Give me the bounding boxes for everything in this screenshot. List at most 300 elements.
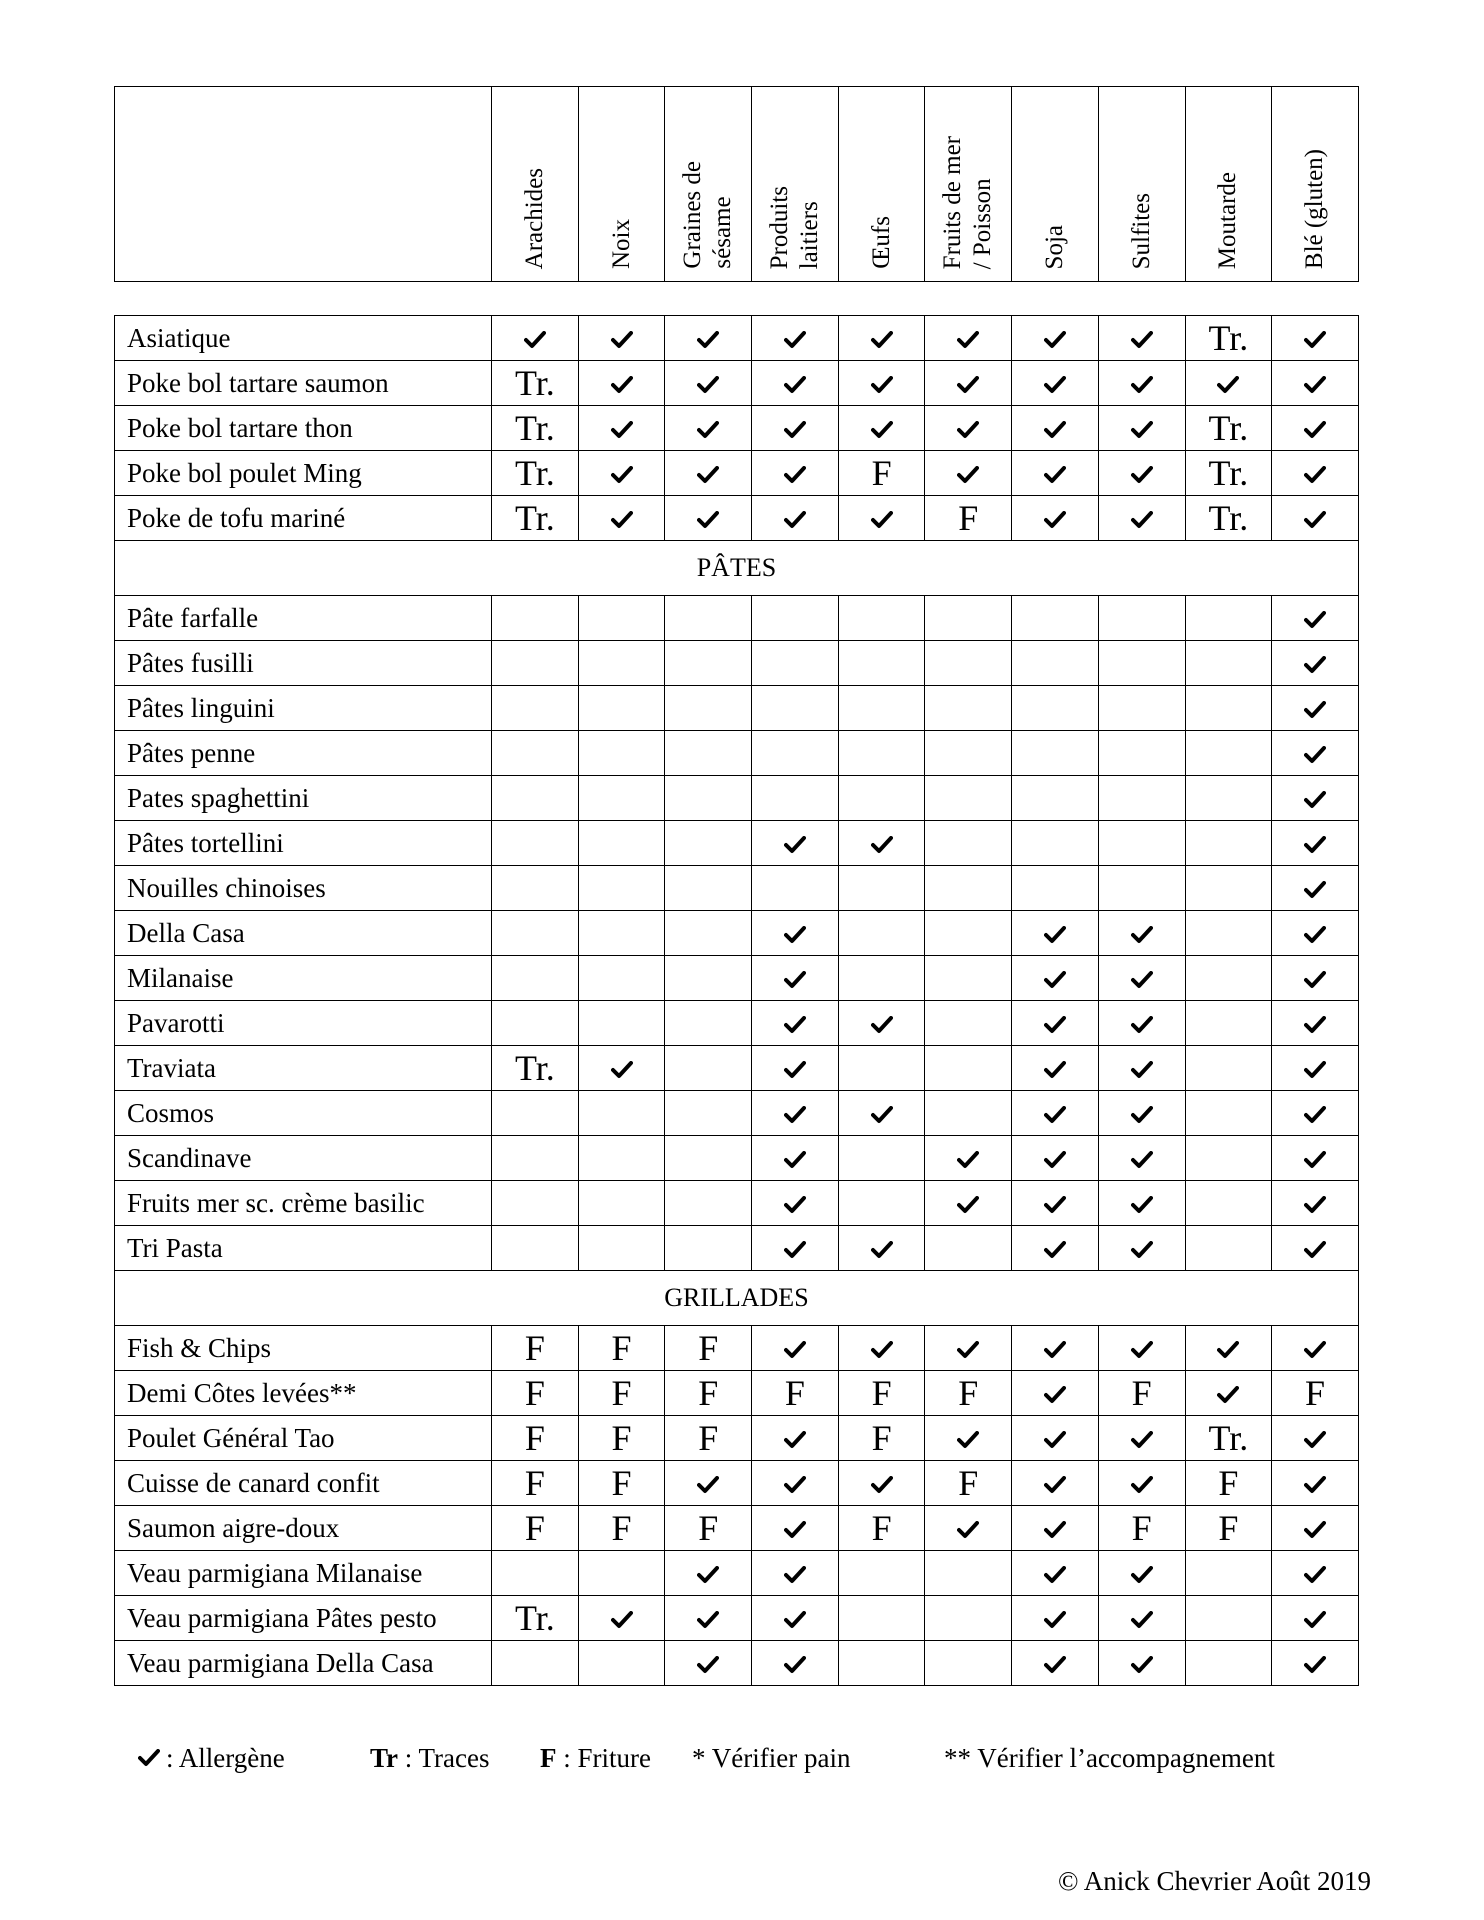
- allergen-cell: [1272, 1506, 1359, 1551]
- legend-traces-key: Tr: [370, 1742, 398, 1773]
- traces-mark: Tr.: [514, 363, 555, 403]
- traces-mark: Tr.: [514, 1048, 555, 1088]
- allergen-cell: [1012, 911, 1099, 956]
- allergen-cell: [1185, 776, 1272, 821]
- allergen-cell: [752, 1181, 839, 1226]
- table-row: [115, 361, 1359, 406]
- allergen-cell: [665, 316, 752, 361]
- allergen-cell: [1272, 1226, 1359, 1271]
- check-icon: [1044, 1656, 1066, 1674]
- table-row: [115, 1136, 1359, 1181]
- allergen-cell: [752, 1506, 839, 1551]
- table-row: [115, 821, 1359, 866]
- traces-mark: Tr.: [1208, 408, 1249, 448]
- friture-mark: F: [871, 1418, 892, 1458]
- allergen-cell: [1012, 1416, 1099, 1461]
- check-icon: [697, 1611, 719, 1629]
- allergen-cell: [492, 1091, 579, 1136]
- check-icon: [697, 511, 719, 529]
- allergen-cell: [1185, 641, 1272, 686]
- allergen-cell: [1185, 1326, 1272, 1371]
- check-icon: [1304, 746, 1326, 764]
- dish-name: Cosmos: [115, 1091, 492, 1136]
- check-icon: [1304, 1566, 1326, 1584]
- allergen-cell: [1272, 1596, 1359, 1641]
- allergen-cell: [665, 821, 752, 866]
- check-icon: [1131, 1431, 1153, 1449]
- allergen-cell: [1185, 1596, 1272, 1641]
- check-icon: [1217, 1341, 1239, 1359]
- allergen-cell: [1272, 686, 1359, 731]
- allergen-cell: [665, 1091, 752, 1136]
- check-icon: [784, 331, 806, 349]
- allergen-cell: [752, 596, 839, 641]
- allergen-cell: [838, 1461, 925, 1506]
- check-icon: [871, 421, 893, 439]
- check-icon: [871, 1241, 893, 1259]
- allergen-cell: [1012, 821, 1099, 866]
- allergen-cell: [578, 1326, 665, 1371]
- allergen-cell: [492, 1596, 579, 1641]
- check-icon: [611, 1611, 633, 1629]
- check-icon: [784, 1151, 806, 1169]
- allergen-cell: [1185, 731, 1272, 776]
- allergen-cell: [925, 1226, 1012, 1271]
- allergen-cell: [838, 451, 925, 496]
- check-icon: [957, 376, 979, 394]
- check-icon: [697, 421, 719, 439]
- check-icon: [1304, 701, 1326, 719]
- check-icon: [871, 836, 893, 854]
- allergen-cell: [492, 1551, 579, 1596]
- legend-traces: [370, 1743, 490, 1774]
- table-row: [115, 1001, 1359, 1046]
- allergen-cell: [838, 1596, 925, 1641]
- table-row: [115, 641, 1359, 686]
- allergen-cell: [752, 1136, 839, 1181]
- check-icon: [1304, 791, 1326, 809]
- copyright-notice: © Anick Chevrier Août 2019: [1058, 1866, 1371, 1896]
- allergen-cell: [665, 1416, 752, 1461]
- allergen-cell: [838, 956, 925, 1001]
- allergen-cell: [578, 1136, 665, 1181]
- table-row: [115, 911, 1359, 956]
- dish-name: Pates spaghettini: [115, 776, 492, 821]
- check-icon: [784, 971, 806, 989]
- allergen-cell: [1185, 316, 1272, 361]
- check-icon: [871, 1106, 893, 1124]
- check-icon: [611, 466, 633, 484]
- check-icon: [784, 1521, 806, 1539]
- allergen-cell: [925, 956, 1012, 1001]
- check-icon: [784, 1431, 806, 1449]
- dish-name: Demi Côtes levées**: [115, 1371, 492, 1416]
- allergen-cell: [578, 776, 665, 821]
- allergen-cell: [1098, 496, 1185, 541]
- allergen-cell: [578, 1551, 665, 1596]
- allergen-cell: [752, 821, 839, 866]
- allergen-cell: [1272, 641, 1359, 686]
- dish-name: Veau parmigiana Pâtes pesto: [115, 1596, 492, 1641]
- check-icon: [1131, 1476, 1153, 1494]
- allergen-cell: [1012, 956, 1099, 1001]
- allergen-cell: [1098, 316, 1185, 361]
- allergen-cell: [838, 776, 925, 821]
- check-icon: [1304, 1106, 1326, 1124]
- check-icon: [957, 1431, 979, 1449]
- friture-mark: F: [611, 1508, 632, 1548]
- allergen-cell: [1272, 451, 1359, 496]
- check-icon: [1131, 466, 1153, 484]
- allergen-cell: [925, 821, 1012, 866]
- allergen-cell: [1272, 866, 1359, 911]
- table-row: [115, 451, 1359, 496]
- allergen-cell: [838, 1046, 925, 1091]
- check-icon: [1131, 331, 1153, 349]
- allergen-cell: [925, 776, 1012, 821]
- allergen-cell: [838, 1001, 925, 1046]
- check-icon: [1304, 611, 1326, 629]
- allergen-cell: [1098, 1001, 1185, 1046]
- allergen-cell: [1185, 686, 1272, 731]
- allergen-cell: [1098, 1641, 1185, 1686]
- allergen-cell: [578, 686, 665, 731]
- check-icon: [871, 511, 893, 529]
- dish-name: Traviata: [115, 1046, 492, 1091]
- allergen-cell: [492, 596, 579, 641]
- allergen-cell: [925, 731, 1012, 776]
- allergen-cell: [1098, 596, 1185, 641]
- allergen-cell: [665, 1326, 752, 1371]
- allergen-cell: [1185, 956, 1272, 1001]
- allergen-cell: [1272, 361, 1359, 406]
- allergen-cell: [578, 1046, 665, 1091]
- allergen-cell: [752, 686, 839, 731]
- allergen-cell: [1012, 1596, 1099, 1641]
- allergen-cell: [752, 496, 839, 541]
- allergen-cell: [838, 821, 925, 866]
- dish-name: Poke bol poulet Ming: [115, 451, 492, 496]
- friture-mark: F: [1305, 1373, 1326, 1413]
- dish-name: Veau parmigiana Della Casa: [115, 1641, 492, 1686]
- dish-name: Poke bol tartare saumon: [115, 361, 492, 406]
- allergen-cell: [1272, 1181, 1359, 1226]
- check-icon: [1304, 1611, 1326, 1629]
- allergen-cell: [925, 1371, 1012, 1416]
- section-header-row: [115, 1271, 1359, 1326]
- allergen-cell: [838, 1136, 925, 1181]
- allergen-cell: [1272, 956, 1359, 1001]
- allergen-cell: [838, 686, 925, 731]
- check-icon: [1131, 376, 1153, 394]
- check-icon: [1044, 376, 1066, 394]
- allergen-cell: [752, 1551, 839, 1596]
- check-icon: [784, 511, 806, 529]
- check-icon: [784, 926, 806, 944]
- column-header: [492, 87, 579, 282]
- dish-name: Pâtes tortellini: [115, 821, 492, 866]
- allergen-cell: [838, 641, 925, 686]
- allergen-cell: [752, 1641, 839, 1686]
- check-icon: [697, 1566, 719, 1584]
- friture-mark: F: [1131, 1508, 1152, 1548]
- check-icon: [1304, 331, 1326, 349]
- table-row: [115, 686, 1359, 731]
- allergen-cell: [1012, 1506, 1099, 1551]
- allergen-cell: [1185, 361, 1272, 406]
- allergen-cell: [925, 641, 1012, 686]
- allergen-cell: [1185, 1181, 1272, 1226]
- allergen-cell: [665, 596, 752, 641]
- allergen-cell: [492, 316, 579, 361]
- check-icon: [1304, 1656, 1326, 1674]
- check-icon: [1044, 1611, 1066, 1629]
- allergen-cell: [1098, 1136, 1185, 1181]
- check-icon: [1044, 1241, 1066, 1259]
- check-icon: [697, 331, 719, 349]
- allergen-cell: [1012, 1136, 1099, 1181]
- allergen-cell: [1098, 406, 1185, 451]
- allergen-cell: [665, 1001, 752, 1046]
- allergen-cell: [1012, 866, 1099, 911]
- check-icon: [1044, 511, 1066, 529]
- check-icon: [784, 1196, 806, 1214]
- allergen-cell: [1098, 1326, 1185, 1371]
- allergen-cell: [1012, 1046, 1099, 1091]
- column-header: [925, 87, 1012, 282]
- dish-name: Asiatique: [115, 316, 492, 361]
- check-icon: [784, 1476, 806, 1494]
- allergen-cell: [925, 1001, 1012, 1046]
- dish-name: Pâtes penne: [115, 731, 492, 776]
- allergen-cell: [925, 1596, 1012, 1641]
- allergen-cell: [665, 1596, 752, 1641]
- allergen-cell: [925, 1461, 1012, 1506]
- allergen-cell: [578, 361, 665, 406]
- friture-mark: F: [524, 1328, 545, 1368]
- check-icon: [1044, 421, 1066, 439]
- column-header: [1272, 87, 1359, 282]
- allergen-cell: [1185, 1371, 1272, 1416]
- column-header-label: Blé (gluten): [1301, 148, 1329, 269]
- table-row: [115, 1416, 1359, 1461]
- friture-mark: F: [524, 1508, 545, 1548]
- allergen-cell: [1012, 1551, 1099, 1596]
- allergen-cell: [838, 1641, 925, 1686]
- traces-mark: Tr.: [1208, 1418, 1249, 1458]
- allergen-cell: [578, 451, 665, 496]
- column-header: [1098, 87, 1185, 282]
- friture-mark: F: [611, 1418, 632, 1458]
- allergen-cell: [1098, 731, 1185, 776]
- allergen-cell: [1012, 406, 1099, 451]
- allergen-cell: [578, 1091, 665, 1136]
- allergen-cell: [838, 731, 925, 776]
- check-icon: [784, 376, 806, 394]
- allergen-cell: [578, 1641, 665, 1686]
- allergen-cell: [1098, 1416, 1185, 1461]
- check-icon: [1044, 466, 1066, 484]
- check-icon: [1304, 1016, 1326, 1034]
- allergen-cell: [1098, 1551, 1185, 1596]
- allergen-cell: [578, 731, 665, 776]
- allergen-cell: [1272, 496, 1359, 541]
- table-row: [115, 1641, 1359, 1686]
- table-row: [115, 496, 1359, 541]
- check-icon: [1217, 1386, 1239, 1404]
- check-icon: [871, 1476, 893, 1494]
- allergen-cell: [1185, 1416, 1272, 1461]
- check-icon: [1131, 421, 1153, 439]
- check-icon: [1131, 1061, 1153, 1079]
- check-icon: [871, 331, 893, 349]
- allergen-cell: [925, 1506, 1012, 1551]
- allergen-cell: [925, 361, 1012, 406]
- allergen-cell: [1272, 731, 1359, 776]
- header-blank-cell: [115, 87, 492, 282]
- allergen-cell: [665, 1641, 752, 1686]
- allergen-cell: [1272, 1136, 1359, 1181]
- dish-name: Veau parmigiana Milanaise: [115, 1551, 492, 1596]
- allergen-cell: [1012, 1181, 1099, 1226]
- check-icon: [957, 1341, 979, 1359]
- allergen-cell: [1272, 316, 1359, 361]
- allergen-cell: [578, 1226, 665, 1271]
- allergen-cell: [1185, 821, 1272, 866]
- allergen-cell: [1012, 776, 1099, 821]
- allergen-cell: [925, 406, 1012, 451]
- legend-friture-label: : Friture: [556, 1742, 651, 1773]
- check-icon: [1304, 421, 1326, 439]
- friture-mark: F: [1218, 1508, 1239, 1548]
- allergen-cell: [578, 406, 665, 451]
- allergen-cell: [1012, 1001, 1099, 1046]
- check-icon: [524, 331, 546, 349]
- allergen-cell: [925, 1551, 1012, 1596]
- allergen-cell: [752, 1371, 839, 1416]
- traces-mark: Tr.: [514, 408, 555, 448]
- allergen-cell: [492, 496, 579, 541]
- allergen-cell: [752, 956, 839, 1001]
- allergen-cell: [1185, 1136, 1272, 1181]
- allergen-cell: [1098, 451, 1185, 496]
- allergen-cell: [492, 731, 579, 776]
- allergen-cell: [578, 1371, 665, 1416]
- allergen-cell: [665, 956, 752, 1001]
- allergen-cell: [492, 1371, 579, 1416]
- allergen-cell: [1272, 596, 1359, 641]
- check-icon: [1044, 1341, 1066, 1359]
- allergen-cell: [492, 1226, 579, 1271]
- friture-mark: F: [611, 1373, 632, 1413]
- check-icon: [1304, 656, 1326, 674]
- check-icon: [1044, 1476, 1066, 1494]
- check-icon: [1131, 1566, 1153, 1584]
- friture-mark: F: [1131, 1373, 1152, 1413]
- allergen-cell: [492, 821, 579, 866]
- check-icon: [1304, 881, 1326, 899]
- allergen-cell: [1012, 1226, 1099, 1271]
- check-icon: [784, 1656, 806, 1674]
- check-icon: [1304, 1151, 1326, 1169]
- allergen-cell: [1185, 1226, 1272, 1271]
- check-icon: [871, 1341, 893, 1359]
- allergen-cell: [1272, 1326, 1359, 1371]
- allergen-cell: [752, 1001, 839, 1046]
- allergen-cell: [1185, 1046, 1272, 1091]
- friture-mark: F: [698, 1373, 719, 1413]
- allergen-cell: [1185, 1641, 1272, 1686]
- allergen-cell: [578, 1181, 665, 1226]
- allergen-cell: [1272, 1641, 1359, 1686]
- allergen-cell: [1098, 641, 1185, 686]
- allergen-cell: [752, 641, 839, 686]
- column-header-label: Moutarde: [1214, 171, 1242, 269]
- allergen-cell: [1272, 776, 1359, 821]
- section-title: PÂTES: [115, 541, 1359, 596]
- allergen-cell: [838, 1416, 925, 1461]
- allergen-cell: [752, 866, 839, 911]
- allergen-cell: [1012, 1641, 1099, 1686]
- allergen-cell: [492, 1001, 579, 1046]
- check-icon: [1304, 1521, 1326, 1539]
- allergen-cell: [1185, 1001, 1272, 1046]
- allergen-cell: [1272, 1416, 1359, 1461]
- allergen-cell: [578, 1001, 665, 1046]
- check-icon: [784, 1341, 806, 1359]
- traces-mark: Tr.: [514, 1598, 555, 1638]
- check-icon: [1044, 1106, 1066, 1124]
- check-icon: [784, 1106, 806, 1124]
- check-icon: [1304, 511, 1326, 529]
- traces-mark: Tr.: [1208, 318, 1249, 358]
- allergen-cell: [578, 496, 665, 541]
- check-icon: [784, 1566, 806, 1584]
- allergen-cell: [925, 451, 1012, 496]
- allergen-cell: [1012, 316, 1099, 361]
- check-icon: [1044, 1566, 1066, 1584]
- friture-mark: F: [1218, 1463, 1239, 1503]
- check-icon: [957, 1521, 979, 1539]
- check-icon: [1304, 836, 1326, 854]
- allergen-cell: [1272, 1046, 1359, 1091]
- allergen-cell: [665, 1226, 752, 1271]
- check-icon: [784, 421, 806, 439]
- table-row: [115, 1226, 1359, 1271]
- allergen-cell: [838, 496, 925, 541]
- allergen-cell: [492, 1416, 579, 1461]
- allergen-cell: [838, 361, 925, 406]
- column-header-label: Arachides: [520, 167, 548, 269]
- allergen-cell: [925, 1181, 1012, 1226]
- check-icon: [1044, 1196, 1066, 1214]
- allergen-cell: [492, 641, 579, 686]
- allergen-cell: [492, 866, 579, 911]
- column-header-label: Produits laitiers: [765, 185, 823, 269]
- allergen-cell: [492, 1641, 579, 1686]
- allergen-cell: [1185, 596, 1272, 641]
- column-header-label: Œufs: [867, 216, 895, 269]
- allergen-cell: [1098, 1226, 1185, 1271]
- allergen-cell: [665, 686, 752, 731]
- allergen-cell: [925, 1641, 1012, 1686]
- check-icon: [611, 511, 633, 529]
- allergen-cell: [1098, 1046, 1185, 1091]
- dish-name: Pâte farfalle: [115, 596, 492, 641]
- check-icon: [1217, 376, 1239, 394]
- check-icon: [1304, 1241, 1326, 1259]
- legend-allergen-label: : Allergène: [166, 1742, 285, 1773]
